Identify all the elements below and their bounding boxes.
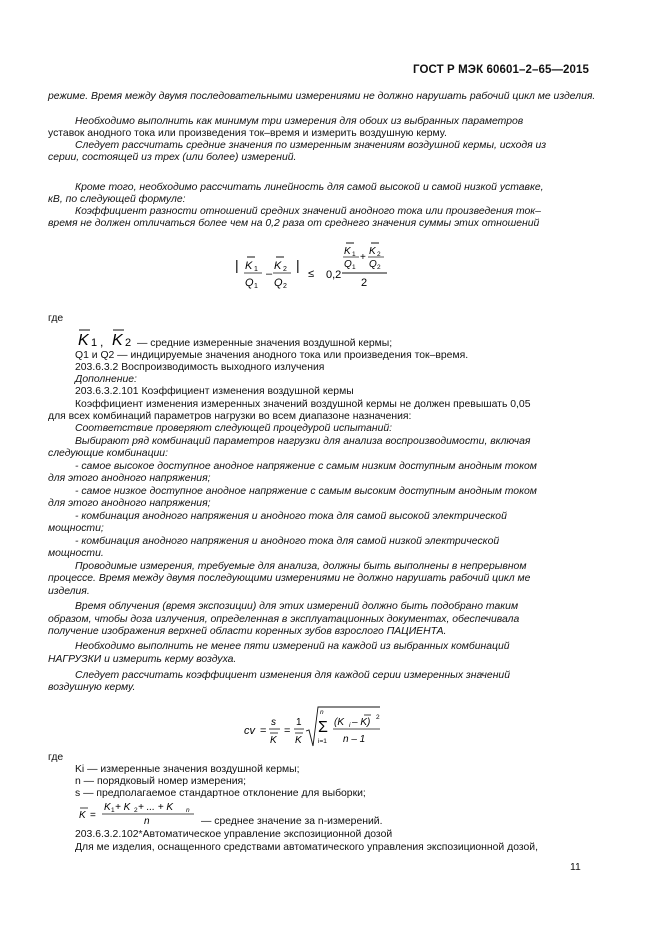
text-line: Время облучения (время экспозиции) для этих измерений должно быть подобрано таким (75, 601, 519, 612)
sum-lower: i=1 (318, 738, 327, 745)
text-line: Соответствие проверяют следующей процедурой испытаний: (75, 423, 393, 434)
q2-symbol: Q (274, 277, 283, 289)
text-line: s — предполагаемое стандартное отклонение для выборки; (75, 788, 366, 799)
numerator: (K (334, 717, 344, 728)
k-mean-symbol: K (295, 735, 302, 746)
text-line: — средние измеренные значения воздушной кермы; (137, 338, 393, 349)
square-exponent: 2 (376, 714, 380, 721)
k-mean-symbol: K (79, 810, 86, 821)
text-line: изделия. (48, 586, 90, 597)
text-line: образом, чтобы доза излучения, определенная в эксплуатационных документах, обеспечивала (48, 614, 520, 625)
text-line: - самое низкое доступное анодное напряжение с самым высоким доступным анодным током (75, 486, 537, 497)
text-line: 203.6.3.2.102*Автоматическое управление экспозиционной дозой (75, 829, 393, 840)
text-line: Необходимо выполнить не менее пяти измерений на каждой из выбранных комбинаций (75, 641, 510, 652)
sum-upper: n (320, 709, 324, 716)
k1-subscript: 1 (254, 266, 258, 273)
text-line: воздушную керму. (48, 682, 136, 693)
k-mean-symbol: K (270, 735, 277, 746)
text-line: получение изображения верхней области коренных зубов взрослого ПАЦИЕНТА. (48, 626, 447, 637)
variation-formula (240, 704, 390, 752)
text-line: где (48, 752, 64, 763)
equals-sign: = (90, 810, 96, 821)
text-line: - самое высокое доступное анодное напряжение с самым низким доступным анодным током (75, 461, 537, 472)
k2-subscript: 2 (283, 266, 287, 273)
text-line: режиме. Время между двумя последовательными измерениями не должно нарушать рабочий цикл ме изделия. (48, 91, 596, 102)
le-sign: ≤ (308, 268, 315, 280)
text-line: уставок анодного тока или произведения ток–время и измерить воздушную керму. (48, 128, 447, 139)
k2-subscript: 2 (377, 251, 381, 258)
text-line: время не должен отличаться более чем на 0,2 раза от среднего значения суммы этих отношений (48, 218, 540, 229)
text-line: Следует рассчитать коэффициент изменения для каждой серии измеренных значений (75, 670, 510, 681)
denominator: 2 (361, 277, 368, 289)
page-number: 11 (570, 862, 581, 873)
coefficient: 0,2 (326, 269, 342, 281)
text-line: Следует рассчитать средние значения по измеренным значениям воздушной кермы, исходя из (75, 140, 547, 151)
equals-sign: = (284, 725, 291, 737)
text-line: процессе. Время между двумя последующими измерениями не должно нарушать рабочий цикл ме (48, 573, 531, 584)
text-line: мощности; (48, 523, 104, 534)
document-header: ГОСТ Р МЭК 60601–2–65—2015 (413, 64, 590, 76)
cv-symbol: cv (244, 725, 255, 737)
text-line: НАГРУЗКИ и измерить керму воздуха. (48, 654, 237, 665)
subscript-n: n (186, 807, 190, 814)
text-line: Проводимые измерения, требуемые для анализа, должны быть выполнены в непрерывном (75, 561, 527, 572)
q1-symbol: Q (344, 259, 352, 270)
k1-symbol: K (78, 332, 89, 349)
linearity-formula (225, 238, 395, 298)
q2-symbol: Q (369, 259, 377, 270)
text-line: Выбирают ряд комбинаций параметров нагрузки для анализа воспроизводимости, включая (75, 436, 531, 447)
text-line: — среднее значение за n-измерений. (201, 816, 383, 827)
text-line: 203.6.3.2.101 Коэффициент изменения воздушной кермы (75, 386, 354, 397)
k2-symbol: K (112, 332, 123, 349)
abs-bar-right: | (296, 257, 300, 273)
q2-subscript: 2 (283, 283, 287, 290)
sum-sign: Σ (318, 719, 328, 736)
text-line: для всех комбинаций параметров нагрузки во всем диапазоне назначения: (48, 411, 412, 422)
k1-symbol: K (245, 260, 253, 272)
q1-symbol: Q (245, 277, 254, 289)
denominator: n (144, 816, 150, 826)
k1-subscript: 1 (352, 251, 356, 258)
equals-sign: = (260, 725, 267, 737)
text-line: Необходимо выполнить как минимум три измерения для обоих из выбранных параметров (75, 116, 524, 127)
subscript-2: 2 (134, 807, 138, 814)
text-line: кВ, по следующей формуле: (48, 194, 186, 205)
q2-subscript: 2 (377, 264, 381, 271)
k-term: K (104, 802, 111, 813)
k2-symbol: K (274, 260, 282, 272)
s-symbol: s (271, 717, 276, 728)
q1-subscript: 1 (254, 283, 258, 290)
k2-symbol: K (369, 246, 376, 257)
one-numerator: 1 (296, 717, 302, 728)
abs-bar-left: | (235, 257, 239, 273)
k1-symbol: K (344, 246, 351, 257)
numerator-index: i (349, 722, 351, 729)
plus-sign: + (360, 252, 366, 263)
text-line: Кроме того, необходимо рассчитать линейность для самой высокой и самой низкой уставке, (75, 182, 544, 193)
comma: , (100, 335, 104, 349)
text-line: Для ме изделия, оснащенного средствами автоматического управления экспозиционной дозой, (75, 842, 538, 853)
q1-subscript: 1 (352, 264, 356, 271)
text-line: Дополнение: (75, 374, 137, 385)
text-line: серии, состоящей из трех (или более) измерений. (48, 152, 297, 163)
text-line: 203.6.3.2 Воспроизводимость выходного излучения (75, 362, 325, 373)
text-line: Ki — измеренные значения воздушной кермы; (75, 764, 300, 775)
denominator: n – 1 (343, 734, 366, 745)
text-line: - комбинация анодного напряжения и анодного тока для самой низкой электрической (75, 536, 500, 547)
k2-subscript: 2 (125, 337, 132, 349)
text-line: Q1 и Q2 — индицируемые значения анодного тока или произведения ток–время. (75, 350, 469, 361)
text-line: - комбинация анодного напряжения и анодного тока для самой высокой электрической (75, 511, 507, 522)
text-line: для этого анодного напряжения; (48, 498, 211, 509)
numerator-rest: – K) (352, 717, 371, 728)
text-line: Коэффициент разности отношений средних значений анодного тока или произведения ток– (75, 206, 541, 217)
minus-sign: – (266, 268, 273, 280)
subscript-1: 1 (111, 807, 115, 814)
text-line: n — порядковый номер измерения; (75, 776, 247, 787)
k-term: + ... + K (138, 802, 174, 813)
k-term: + K (115, 802, 131, 813)
text-line: следующие комбинации: (48, 448, 168, 459)
text-line: Коэффициент изменения измеренных значений воздушной кермы не должен превышать 0,05 (75, 399, 531, 410)
text-line: мощности. (48, 548, 104, 559)
k1-subscript: 1 (91, 337, 98, 349)
text-line: для этого анодного напряжения; (48, 473, 211, 484)
text-line: где (48, 313, 64, 324)
